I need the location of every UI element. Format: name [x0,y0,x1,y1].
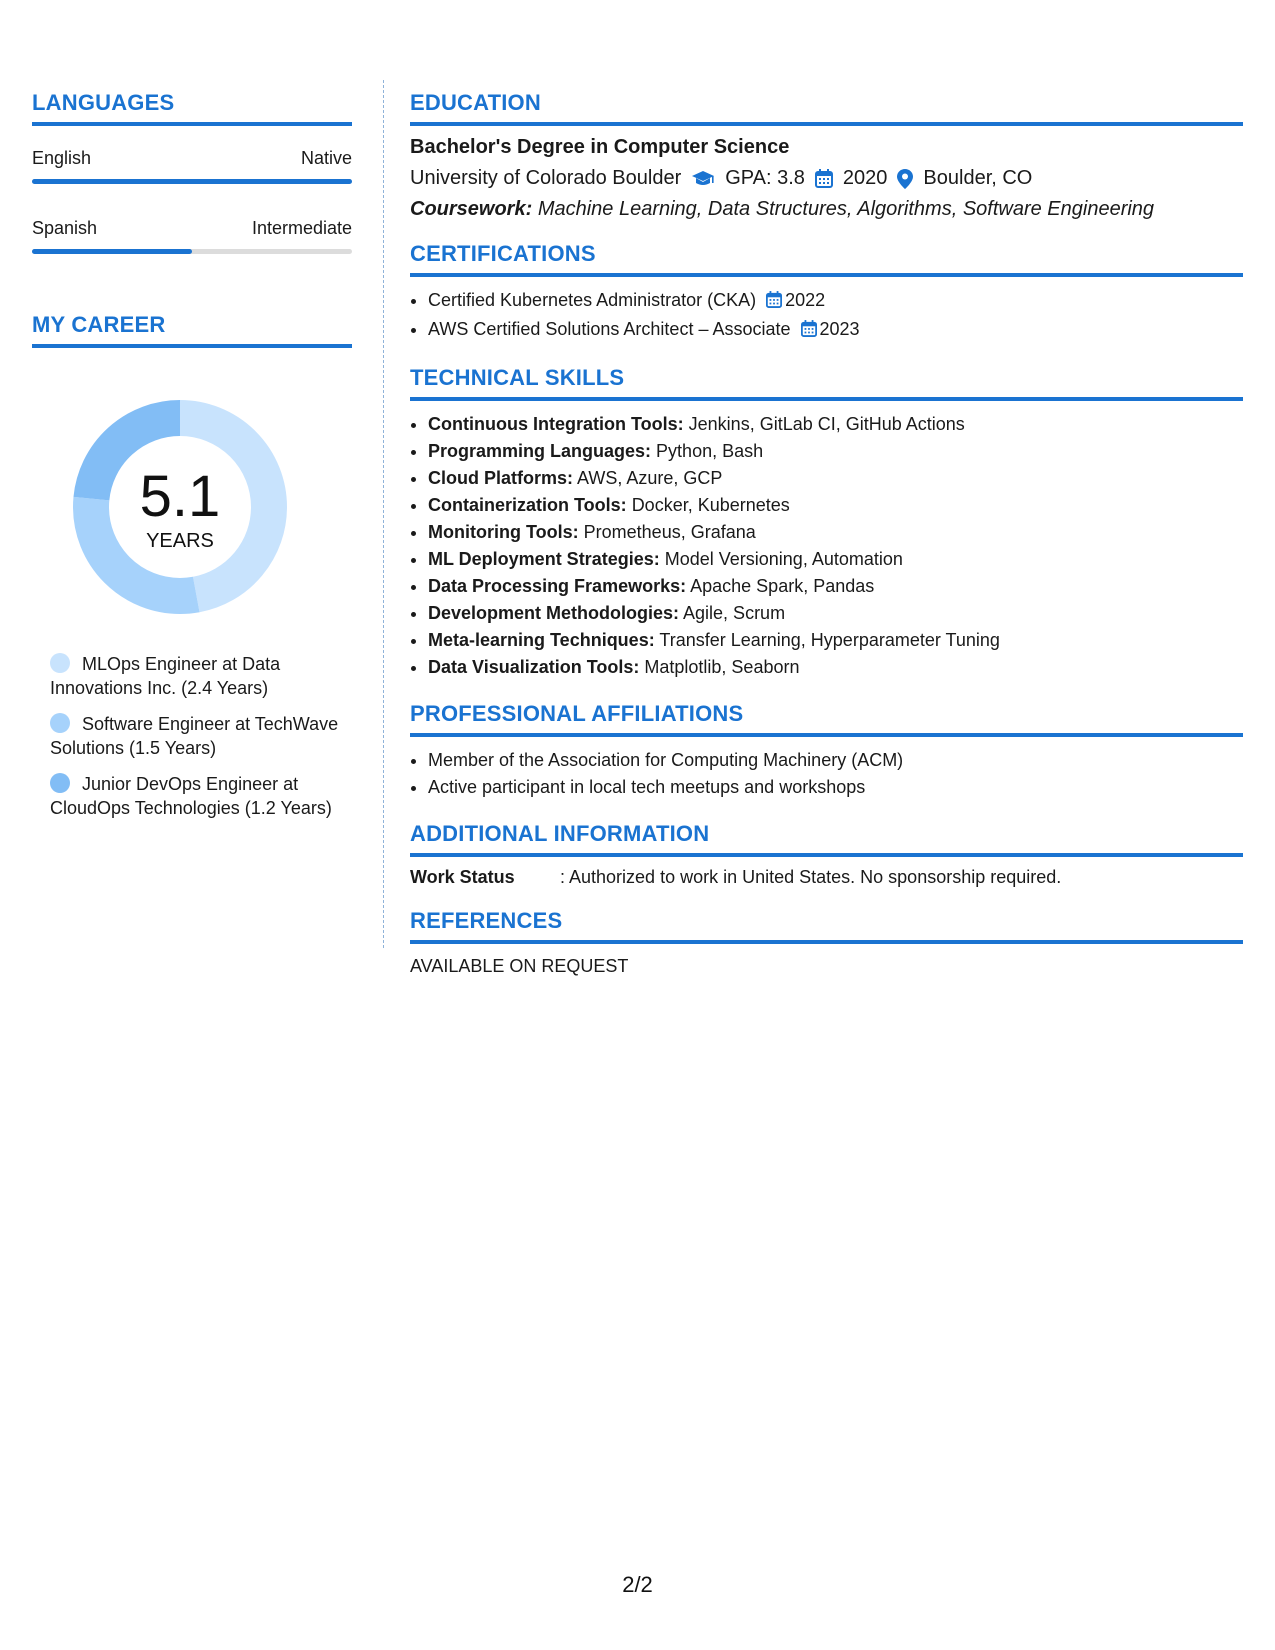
language-level: Intermediate [251,218,352,238]
skill-value: Python, Bash [656,441,764,461]
page-number: 2/2 [622,1572,653,1597]
skill-value: Jenkins, GitLab CI, GitHub Actions [688,414,965,434]
language-name: Spanish [32,218,98,238]
list-item [428,411,1243,438]
affiliations-title: PROFESSIONAL AFFILIATIONS [410,701,1243,737]
education-degree: Bachelor's Degree in Computer Science [410,136,790,158]
language-item [32,148,352,184]
career-title: MY CAREER [32,312,352,348]
legend-item [50,772,352,820]
skill-value: Apache Spark, Pandas [690,576,875,596]
career-unit: YEARS [146,530,214,552]
legend-label: MLOps Engineer at Data Innovations Inc. (2.4 Years) [50,654,281,698]
skill-value: Model Versioning, Automation [664,549,903,569]
career-total: 5.1 [139,464,221,529]
skill-value: Agile, Scrum [683,603,786,623]
work-status-row [410,867,1243,888]
coursework-value: Machine Learning, Data Structures, Algorithms, Software Engineering [537,198,1155,220]
legend-dot-icon [50,773,70,793]
education-year: 2020 [842,167,888,189]
skill-label: Programming Languages: [428,441,652,461]
list-item [428,438,1243,465]
skill-value: AWS, Azure, GCP [577,468,723,488]
list-item [428,600,1243,627]
references-title: REFERENCES [410,908,1243,944]
skills-section [410,365,1243,681]
location-pin-icon [897,169,913,189]
list-item [428,287,1243,316]
certifications-list [410,287,1243,345]
legend-dot-icon [50,653,70,673]
skill-value: Docker, Kubernetes [631,495,790,515]
calendar-icon [815,169,833,188]
certifications-title: CERTIFICATIONS [410,241,1243,277]
references-text: AVAILABLE ON REQUEST [410,956,629,976]
education-gpa: GPA: 3.8 [725,167,805,189]
languages-section [32,90,352,254]
certification-year: 2022 [785,290,826,310]
list-item [428,316,1243,345]
list-item [428,465,1243,492]
work-status-label: Work Status [410,867,515,887]
list-item: • Active participant in local tech meetups and workshops [428,774,1243,801]
language-bar [32,179,352,184]
skill-label: Development Methodologies: [428,603,680,623]
skill-label: Containerization Tools: [428,495,627,515]
graduation-cap-icon [691,170,715,188]
affiliations-section [410,701,1243,801]
skill-value: Transfer Learning, Hyperparameter Tuning [659,630,1000,650]
legend-dot-icon [50,713,70,733]
skill-label: ML Deployment Strategies: [428,549,660,569]
language-name: English [32,148,92,168]
language-bar-fill [32,249,192,254]
legend-label: Junior DevOps Engineer at CloudOps Technologies (1.2 Years) [50,774,332,818]
certification-name: AWS Certified Solutions Architect – Associate [428,319,791,339]
additional-section [410,821,1243,888]
education-coursework [410,198,1243,221]
calendar-icon [801,318,817,345]
skill-label: Data Visualization Tools: [428,657,640,677]
additional-title: ADDITIONAL INFORMATION [410,821,1243,857]
list-item [428,546,1243,573]
career-legend [32,652,352,820]
skill-label: Cloud Platforms: [428,468,574,488]
certification-name: Certified Kubernetes Administrator (CKA) [428,290,757,310]
legend-label: Software Engineer at TechWave Solutions (1.5 Years) [50,714,339,758]
career-section [32,312,352,820]
skill-label: Meta-learning Techniques: [428,630,655,650]
list-item [428,573,1243,600]
list-item [428,627,1243,654]
right-column [410,90,1243,997]
education-section [410,90,1243,221]
left-column [32,90,352,832]
language-item [32,218,352,254]
career-donut-chart [65,392,295,622]
education-location: Boulder, CO [923,167,1033,189]
language-bar-fill [32,179,352,184]
education-details [410,167,1243,190]
skill-label: Data Processing Frameworks: [428,576,687,596]
work-status-value: : Authorized to work in United States. No sponsorship required. [560,867,1062,887]
certifications-section [410,241,1243,345]
calendar-icon [766,289,782,316]
list-item [428,654,1243,681]
language-level: Native [300,148,352,168]
skill-label: Monitoring Tools: [428,522,579,542]
list-item: • Member of the Association for Computing Machinery (ACM) [428,747,1243,774]
skill-label: Continuous Integration Tools: [428,414,684,434]
skill-value: Matplotlib, Seaborn [644,657,800,677]
education-school: University of Colorado Boulder [410,167,682,189]
skills-list [410,411,1243,681]
language-bar [32,249,352,254]
education-title: EDUCATION [410,90,1243,126]
column-divider [383,80,384,948]
affiliations-list [410,747,1243,801]
languages-title: LANGUAGES [32,90,352,126]
certification-year: 2023 [819,319,860,339]
coursework-label: Coursework: [410,198,533,220]
list-item [428,492,1243,519]
skill-value: Prometheus, Grafana [583,522,756,542]
list-item [428,519,1243,546]
legend-item [50,652,352,700]
skills-title: TECHNICAL SKILLS [410,365,1243,401]
references-section [410,908,1243,977]
legend-item [50,712,352,760]
